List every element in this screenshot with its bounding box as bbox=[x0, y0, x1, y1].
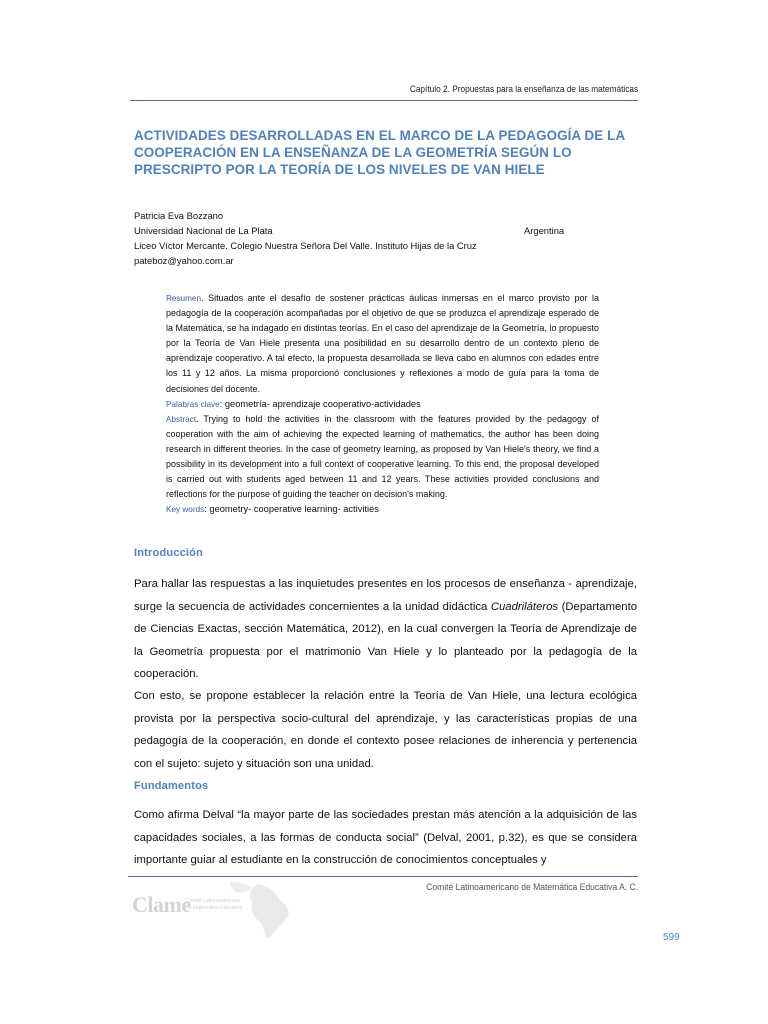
logo-wordmark: Clame bbox=[132, 892, 191, 917]
resumen-label: Resumen bbox=[166, 294, 202, 303]
logo-subtitle bbox=[186, 898, 242, 912]
key-words bbox=[166, 502, 599, 517]
keywords-label: Key words bbox=[166, 505, 205, 515]
logo-subtitle-line1: Comité Latinoamericano bbox=[186, 898, 241, 904]
chapter-heading: Capítulo 2. Propuestas para la enseñanza de las matemáticas bbox=[409, 84, 638, 94]
abstract-block bbox=[166, 291, 599, 517]
page-number: 599 bbox=[663, 932, 680, 943]
abstract-label: Abstract bbox=[166, 414, 197, 424]
intro-paragraph-2: Con esto, se propone establecer la relación entre la Teoría de Van Hiele, una lectura ecológica provista por la perspectiva socio-cultural del aprendizaje, y las características propias de una pedagogía de la cooperación, en donde el contexto posee relaciones de inherencia y pertenencia con el sujeto: sujeto y situación son una unidad. bbox=[134, 690, 637, 770]
palabras-text: : geometría- aprendizaje cooperativo-actividades bbox=[219, 398, 421, 409]
palabras-label: Palabras clave bbox=[166, 399, 220, 409]
intro-p1-text-a: Para hallar las respuestas a las inquietudes presentes en los procesos de enseñanza - aprendizaje, surge la secuencia de actividades concernientes a la unidad didáctica bbox=[134, 578, 637, 613]
paper-title: ACTIVIDADES DESARROLLADAS EN EL MARCO DE LA PEDAGOGÍA DE LA COOPERACIÓN EN LA ENSEÑANZA DE LA GEOMETRÍA SEGÚN LO PRESCRIPTO POR LA TEORÍA DE LOS NIVELES DE VAN HIELE bbox=[134, 128, 625, 177]
palabras-clave bbox=[166, 397, 599, 412]
logo-subtitle-line2: de Matemática Educativa bbox=[186, 905, 243, 911]
running-header bbox=[130, 80, 638, 101]
section-title-fundamentos: Fundamentos bbox=[134, 780, 209, 792]
author-email: pateboz@yahoo.com.ar bbox=[134, 255, 234, 266]
intro-p1-italic: Cuadriláteros bbox=[490, 600, 559, 613]
resumen-paragraph bbox=[166, 291, 599, 397]
intro-body bbox=[134, 573, 637, 686]
resumen-text: . Situados ante el desafío de sostener prácticas áulicas inmersas en el marco provisto por la pedagogía de la cooperación acompañadas por el objetivo de que se produzca el aprendizaje esperado de la Matemática, se ha indagado en distintas teorías. En el caso del aprendizaje de la Geometría, lo propuesto por la Teoría de Van Hiele presenta una posibilidad en su desarrollo dentro de un contexto pleno de aprendizaje cooperativo. A tal efecto, la propuesta desarrollada se lleva cabo en alumnos con edades entre los 11 y 12 años. La misma proporcionó conclusiones y reflexiones a modo de guía para la toma de decisiones del docente. bbox=[166, 293, 599, 394]
intro-paragraph-1 bbox=[134, 573, 637, 686]
clame-logo bbox=[130, 880, 300, 940]
intro-body-2 bbox=[134, 685, 637, 775]
abstract-paragraph bbox=[166, 412, 599, 503]
footer-organization: Comité Latinoamericano de Matemática Educativa A. C. bbox=[426, 882, 638, 892]
fundamentos-body bbox=[134, 804, 637, 872]
abstract-text: . Trying to hold the activities in the classroom with the features provided by the pedagogy of cooperation with the aim of achieving the expected learning of mathematics, the author has been doing research in different theories. In the case of geometry learning, as proposed by Van Hiele's theory, we find a possibility in its development into a full context of cooperative learning. To this end, the proposal developed is carried out with students aged between 11 and 12 years. These activities provided conclusions and reflections for the purpose of guiding the teacher on decision's making. bbox=[166, 413, 599, 500]
affiliation-row bbox=[134, 223, 564, 238]
intro-p1-text-b: (Departamento de Ciencias Exactas, sección Matemática, 2012), en la cual convergen la Teoría de Aprendizaje de la Geometría propuesta por el matrimonio Van Hiele y lo planteado por la pedagogía de la cooperación. bbox=[134, 600, 637, 680]
keywords-text: : geometry- cooperative learning- activities bbox=[204, 504, 379, 515]
author-name: Patricia Eva Bozzano bbox=[134, 210, 224, 221]
section-title-introduccion: Introducción bbox=[134, 547, 204, 559]
affiliation-university: Universidad Nacional de La Plata bbox=[134, 225, 273, 236]
author-country: Argentina bbox=[524, 225, 565, 236]
affiliation-schools: Liceo Víctor Mercante. Colegio Nuestra Señora Del Valle. Instituto Hijas de la Cruz bbox=[134, 240, 477, 251]
author-block bbox=[134, 208, 564, 268]
fundamentos-paragraph-1: Como afirma Delval “la mayor parte de las sociedades prestan más atención a la adquisición de las capacidades sociales, a las formas de conducta social” (Delval, 2001, p.32), es que se considera importante guiar al estudiante en la construcción de conocimientos conceptuales y bbox=[134, 809, 637, 866]
footer-rule bbox=[128, 876, 638, 877]
